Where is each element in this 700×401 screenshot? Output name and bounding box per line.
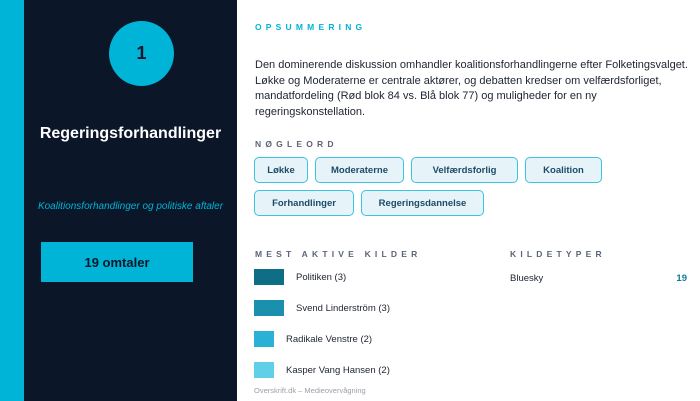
source-color-swatch bbox=[254, 300, 284, 316]
footer-credit: Overskrift.dk – Medieovervågning bbox=[254, 386, 366, 395]
source-label: Radikale Venstre (2) bbox=[286, 333, 373, 345]
keyword-chip[interactable]: Løkke bbox=[254, 157, 308, 183]
topic-subtitle: Koalitionsforhandlinger og politiske aftaler bbox=[37, 201, 224, 212]
keyword-chip[interactable]: Velfærdsforlig bbox=[411, 157, 518, 183]
sources-heading: MEST AKTIVE KILDER bbox=[255, 249, 422, 259]
source-item bbox=[254, 331, 372, 347]
source-item bbox=[254, 300, 390, 316]
keyword-chip[interactable]: Koalition bbox=[525, 157, 602, 183]
source-label: Politiken (3) bbox=[296, 271, 347, 283]
source-type-count: 19 bbox=[676, 273, 687, 284]
source-color-swatch bbox=[254, 362, 274, 378]
accent-bar bbox=[0, 0, 24, 401]
source-type-name: Bluesky bbox=[510, 273, 544, 284]
keyword-chip[interactable]: Moderaterne bbox=[315, 157, 404, 183]
keyword-chip[interactable]: Forhandlinger bbox=[254, 190, 354, 216]
summary-heading: OPSUMMERING bbox=[255, 22, 367, 32]
source-color-swatch bbox=[254, 269, 284, 285]
topic-title: Regeringsforhandlinger bbox=[39, 125, 222, 142]
rank-badge: 1 bbox=[109, 21, 174, 86]
source-type-row bbox=[510, 273, 687, 284]
keywords-heading: NØGLEORD bbox=[255, 139, 338, 149]
source-item bbox=[254, 362, 390, 378]
keyword-chip[interactable]: Regeringsdannelse bbox=[361, 190, 484, 216]
source-label: Svend Linderström (3) bbox=[296, 302, 390, 314]
source-item bbox=[254, 269, 346, 285]
summary-text: Den dominerende diskussion omhandler koalitionsforhandlingerne efter Folketingsvalget. Løkke og Moderaterne er centrale aktører, og debatten kredser om velfærdsforliget, mandatfordeling (Rød blok 84 vs. Blå blok 77) og muligheder for en ny regeringskonstellation. bbox=[255, 59, 688, 118]
source-label: Kasper Vang Hansen (2) bbox=[286, 364, 390, 376]
source-types-heading: KILDETYPER bbox=[510, 249, 606, 259]
source-color-swatch bbox=[254, 331, 274, 347]
keyword-list bbox=[254, 157, 694, 223]
main-content bbox=[237, 0, 700, 401]
topic-side-panel bbox=[24, 0, 237, 401]
mentions-count-badge: 19 omtaler bbox=[41, 242, 193, 282]
